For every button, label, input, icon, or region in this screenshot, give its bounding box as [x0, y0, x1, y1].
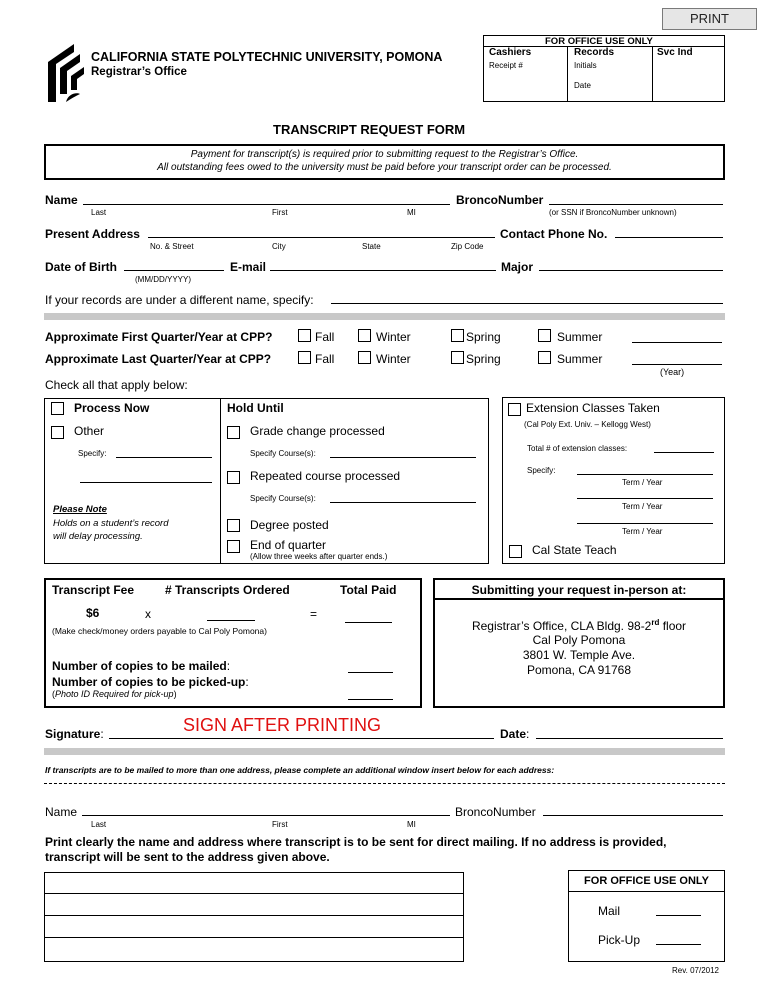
dob-label: Date of Birth	[45, 260, 117, 274]
registrar-office: Registrar’s Office	[91, 66, 187, 78]
date-label: Date	[574, 81, 591, 90]
first-sub: First	[272, 208, 288, 217]
transcript-fee-label: Transcript Fee	[52, 583, 135, 597]
payable-note: (Make check/money orders payable to Cal Poly Pomona)	[52, 626, 267, 636]
first-year-field[interactable]	[632, 342, 722, 343]
bronco-field[interactable]	[549, 204, 723, 205]
first-fall-label: Fall	[315, 330, 335, 344]
city-sub: City	[272, 242, 286, 251]
num-ordered-field[interactable]	[207, 620, 255, 621]
last-fall-checkbox[interactable]	[298, 351, 311, 364]
signature-date-label: Date:	[500, 727, 530, 741]
print-button[interactable]: PRINT	[662, 8, 757, 30]
last-winter-checkbox[interactable]	[358, 351, 371, 364]
photo-id-note: (Photo ID Required for pick-up)	[52, 689, 177, 699]
office-mail-label: Mail	[598, 904, 621, 918]
mail-bronco-field[interactable]	[543, 815, 723, 816]
notice-line-1: Payment for transcript(s) is required prior to submitting request to the Registrar’s Office.	[190, 149, 579, 160]
bronco-note: (or SSN if BroncoNumber unknown)	[549, 208, 677, 217]
in-person-line-4: Pomona, CA 91768	[526, 663, 632, 677]
mailing-instructions: If transcripts are to be mailed to more than one address, please complete an additional window insert below for each address:	[45, 765, 555, 775]
name-label: Name	[45, 193, 78, 207]
in-person-line-3: 3801 W. Temple Ave.	[522, 648, 636, 662]
mailed-field[interactable]	[348, 672, 393, 673]
mail-bronco-label: BroncoNumber	[455, 805, 536, 819]
please-note-label: Please Note	[53, 504, 107, 515]
zip-sub: Zip Code	[451, 242, 484, 251]
bronco-label: BroncoNumber	[456, 193, 544, 207]
receipt-label: Receipt #	[489, 61, 523, 70]
first-quarter-label: Approximate First Quarter/Year at CPP?	[45, 330, 273, 344]
total-paid-field[interactable]	[345, 622, 392, 623]
process-specify-field-1[interactable]	[116, 457, 212, 458]
different-name-field[interactable]	[331, 303, 723, 304]
phone-label: Contact Phone No.	[500, 227, 608, 241]
end-quarter-note: (Allow three weeks after quarter ends.)	[250, 552, 388, 561]
in-person-line-1: Registrar’s Office, CLA Bldg. 98-2rd floor	[471, 618, 687, 633]
notice-line-2: All outstanding fees owed to the university must be paid before your transcript order can be processed.	[157, 162, 612, 173]
grade-change-label: Grade change processed	[250, 424, 385, 438]
mail-name-label: Name	[45, 805, 78, 819]
office-use-title: FOR OFFICE USE ONLY	[545, 36, 653, 47]
extension-subtitle: (Cal Poly Ext. Univ. – Kellogg West)	[524, 420, 651, 429]
divider-bar-1	[44, 313, 725, 320]
university-name: CALIFORNIA STATE POLYTECHNIC UNIVERSITY, POMONA	[91, 50, 443, 64]
grade-specify-field[interactable]	[330, 457, 476, 458]
last-year-field[interactable]	[632, 364, 722, 365]
extension-total-label: Total # of extension classes:	[527, 444, 628, 453]
num-ordered-label: # Transcripts Ordered	[165, 583, 290, 597]
cal-state-teach-checkbox[interactable]	[509, 545, 522, 558]
office-mail-field[interactable]	[656, 915, 701, 916]
repeated-specify-label: Specify Course(s):	[250, 494, 316, 503]
first-spring-label: Spring	[466, 330, 501, 344]
mailed-label: Number of copies to be mailed:	[52, 659, 231, 673]
signature-label: Signature:	[45, 727, 104, 741]
mail-name-field[interactable]	[82, 815, 450, 816]
email-label: E-mail	[230, 260, 267, 274]
extension-term-field-1[interactable]	[577, 474, 713, 475]
repeated-course-checkbox[interactable]	[227, 471, 240, 484]
address-line-3[interactable]	[44, 937, 464, 938]
cpp-logo-icon	[46, 42, 86, 104]
other-checkbox[interactable]	[51, 426, 64, 439]
state-sub: State	[362, 242, 381, 251]
term-year-sub-2: Term / Year	[622, 502, 663, 511]
cut-line	[44, 783, 725, 784]
note-line-1: Holds on a student’s record	[53, 518, 169, 529]
office-pickup-field[interactable]	[656, 944, 701, 945]
extension-term-field-3[interactable]	[577, 523, 713, 524]
extension-label: Extension Classes Taken	[526, 401, 660, 415]
first-winter-label: Winter	[376, 330, 411, 344]
extension-checkbox[interactable]	[508, 403, 521, 416]
dob-format: (MM/DD/YYYY)	[135, 275, 191, 284]
extension-term-field-2[interactable]	[577, 498, 713, 499]
process-now-checkbox[interactable]	[51, 402, 64, 415]
in-person-line-2: Cal Poly Pomona	[532, 633, 626, 647]
last-quarter-label: Approximate Last Quarter/Year at CPP?	[45, 352, 272, 366]
dob-field[interactable]	[124, 270, 224, 271]
first-spring-checkbox[interactable]	[451, 329, 464, 342]
equals-sign: =	[310, 607, 318, 621]
repeated-course-label: Repeated course processed	[250, 469, 401, 483]
note-line-2: will delay processing.	[53, 531, 143, 542]
last-spring-label: Spring	[466, 352, 501, 366]
signature-field[interactable]	[109, 738, 494, 739]
email-field[interactable]	[270, 270, 496, 271]
address-label: Present Address	[45, 227, 140, 241]
last-spring-checkbox[interactable]	[451, 351, 464, 364]
mailing-address-box[interactable]	[44, 872, 464, 962]
extension-specify-label: Specify:	[527, 466, 556, 475]
fee-amount: $6	[86, 606, 100, 620]
times-sign: x	[145, 607, 151, 621]
form-title: TRANSCRIPT REQUEST FORM	[273, 122, 466, 137]
mail-first-sub: First	[272, 820, 288, 829]
different-name-label: If your records are under a different name, specify:	[45, 293, 314, 307]
grade-change-checkbox[interactable]	[227, 426, 240, 439]
print-clearly-1: Print clearly the name and address where transcript is to be sent for direct mailing. If no address is provided,	[45, 835, 667, 849]
svc-ind-label: Svc Ind	[657, 47, 693, 58]
mail-mi-sub: MI	[407, 820, 416, 829]
divider-bar-2	[44, 748, 725, 755]
last-sub: Last	[91, 208, 107, 217]
last-fall-label: Fall	[315, 352, 335, 366]
other-label: Other	[74, 424, 105, 438]
extension-total-field[interactable]	[654, 452, 714, 453]
mi-sub: MI	[407, 208, 416, 217]
first-fall-checkbox[interactable]	[298, 329, 311, 342]
last-summer-checkbox[interactable]	[538, 351, 551, 364]
term-year-sub-3: Term / Year	[622, 527, 663, 536]
mail-last-sub: Last	[91, 820, 107, 829]
print-clearly-2: transcript will be sent to the address given above.	[45, 850, 330, 864]
first-summer-checkbox[interactable]	[538, 329, 551, 342]
end-quarter-checkbox[interactable]	[227, 540, 240, 553]
major-label: Major	[501, 260, 534, 274]
repeated-specify-field[interactable]	[330, 502, 476, 503]
sign-after-printing: SIGN AFTER PRINTING	[183, 715, 382, 735]
records-label: Records	[574, 47, 615, 58]
name-field[interactable]	[83, 204, 450, 205]
phone-field[interactable]	[615, 237, 723, 238]
degree-posted-checkbox[interactable]	[227, 519, 240, 532]
year-sub: (Year)	[660, 367, 685, 377]
degree-posted-label: Degree posted	[250, 518, 329, 532]
address-field[interactable]	[148, 237, 495, 238]
picked-up-label: Number of copies to be picked-up:	[52, 675, 249, 689]
cashiers-label: Cashiers	[489, 47, 532, 58]
total-paid-label: Total Paid	[340, 583, 397, 597]
check-all-label: Check all that apply below:	[45, 378, 188, 392]
street-sub: No. & Street	[150, 242, 194, 251]
office-pickup-label: Pick-Up	[598, 933, 641, 947]
signature-date-field[interactable]	[536, 738, 723, 739]
initials-label: Initials	[574, 61, 597, 70]
cal-state-teach-label: Cal State Teach	[532, 543, 617, 557]
revision-label: Rev. 07/2012	[672, 966, 719, 975]
hold-until-label: Hold Until	[227, 401, 284, 415]
process-now-label: Process Now	[74, 401, 150, 415]
process-specify-field-2[interactable]	[80, 482, 212, 483]
process-specify-label: Specify:	[78, 449, 107, 458]
first-winter-checkbox[interactable]	[358, 329, 371, 342]
term-year-sub-1: Term / Year	[622, 478, 663, 487]
last-summer-label: Summer	[557, 352, 603, 366]
end-quarter-label: End of quarter	[250, 538, 327, 552]
address-line-1[interactable]	[44, 893, 464, 894]
grade-specify-label: Specify Course(s):	[250, 449, 316, 458]
first-summer-label: Summer	[557, 330, 603, 344]
in-person-title: Submitting your request in-person at:	[471, 583, 687, 597]
office-use-bottom-title: FOR OFFICE USE ONLY	[584, 875, 709, 887]
picked-up-field[interactable]	[348, 699, 393, 700]
address-line-2[interactable]	[44, 915, 464, 916]
major-field[interactable]	[539, 270, 723, 271]
last-winter-label: Winter	[376, 352, 411, 366]
